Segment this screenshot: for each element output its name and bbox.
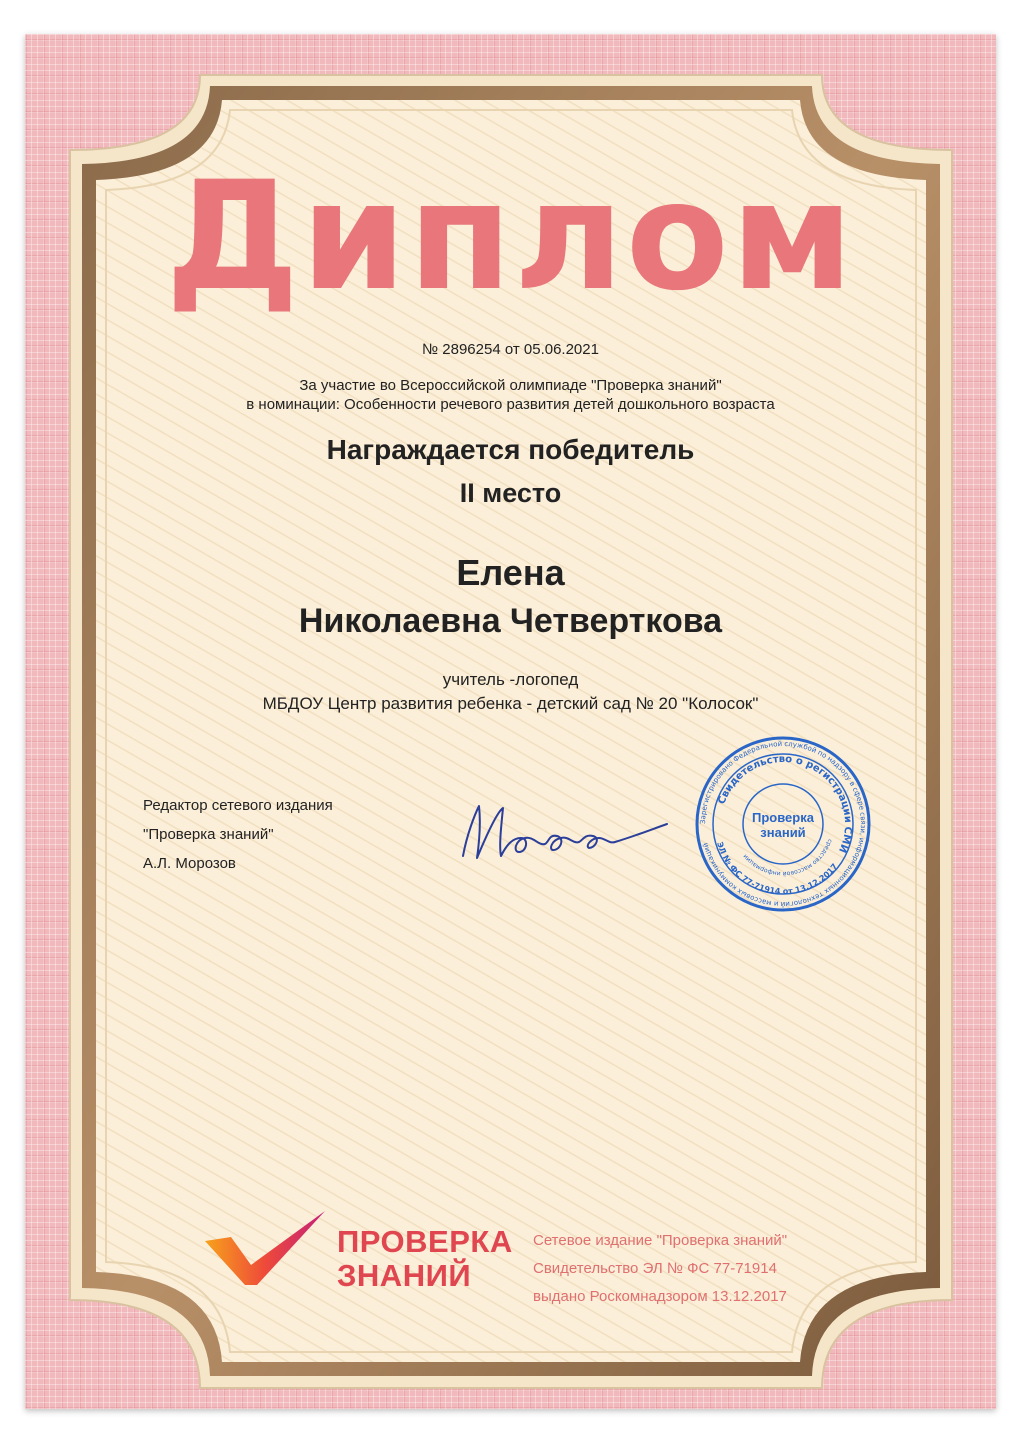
editor-block	[143, 791, 333, 878]
stamp-center-line-2: знаний	[760, 825, 806, 840]
nomination-line: в номинации: Особенности речевого развития детей дошкольного возраста	[246, 396, 775, 413]
diploma-number: № 2896254 от 05.06.2021	[422, 341, 599, 358]
stamp-bottom-text: ЭЛ № ФС 77-71914 от 13.12.2017	[715, 840, 840, 897]
stamp-inner-ring-text: средство массовой информации	[741, 838, 834, 878]
diploma-title: Диплом	[165, 150, 856, 324]
proverka-logo-icon	[205, 1209, 335, 1289]
editor-line-3: А.Л. Морозов	[143, 855, 236, 872]
diploma-content	[25, 34, 996, 1409]
editor-line-2: "Проверка знаний"	[143, 826, 274, 843]
stamp-outer-ring-text: Зарегистрировано Федеральной службой по надзору в сфере связи, информационных технологий и массовых коммуникаций	[698, 739, 868, 909]
registration-stamp	[693, 734, 873, 914]
editor-signature	[445, 794, 675, 874]
recipient-patronymic-surname: Николаевна Четверткова	[298, 602, 723, 640]
stamp-center-line-1: Проверка	[752, 810, 814, 825]
recipient-position: учитель -логопед	[442, 670, 579, 689]
logo-line-2: ЗНАНИЙ	[337, 1258, 472, 1293]
recipient-organization: МБДОУ Центр развития ребенка - детский сад № 20 "Колосок"	[262, 694, 759, 713]
logo-line-1: ПРОВЕРКА	[337, 1224, 513, 1259]
publication-info	[533, 1227, 787, 1311]
editor-line-1: Редактор сетевого издания	[143, 797, 333, 814]
stamp-ring-text: Свидетельство о регистрации СМИ	[716, 753, 854, 855]
award-heading: Награждается победитель	[326, 434, 695, 465]
publication-info-line-2: Свидетельство ЭЛ № ФС 77-71914	[533, 1260, 777, 1277]
place-label: II место	[459, 478, 562, 508]
participation-line: За участие во Всероссийской олимпиаде "Проверка знаний"	[299, 377, 722, 394]
publication-info-line-3: выдано Роскомнадзором 13.12.2017	[533, 1288, 787, 1305]
recipient-role	[25, 668, 996, 716]
publication-info-line-1: Сетевое издание "Проверка знаний"	[533, 1232, 788, 1249]
proverka-logo-text	[337, 1225, 513, 1293]
recipient-first-name: Елена	[456, 552, 565, 593]
participation-text	[25, 376, 996, 414]
